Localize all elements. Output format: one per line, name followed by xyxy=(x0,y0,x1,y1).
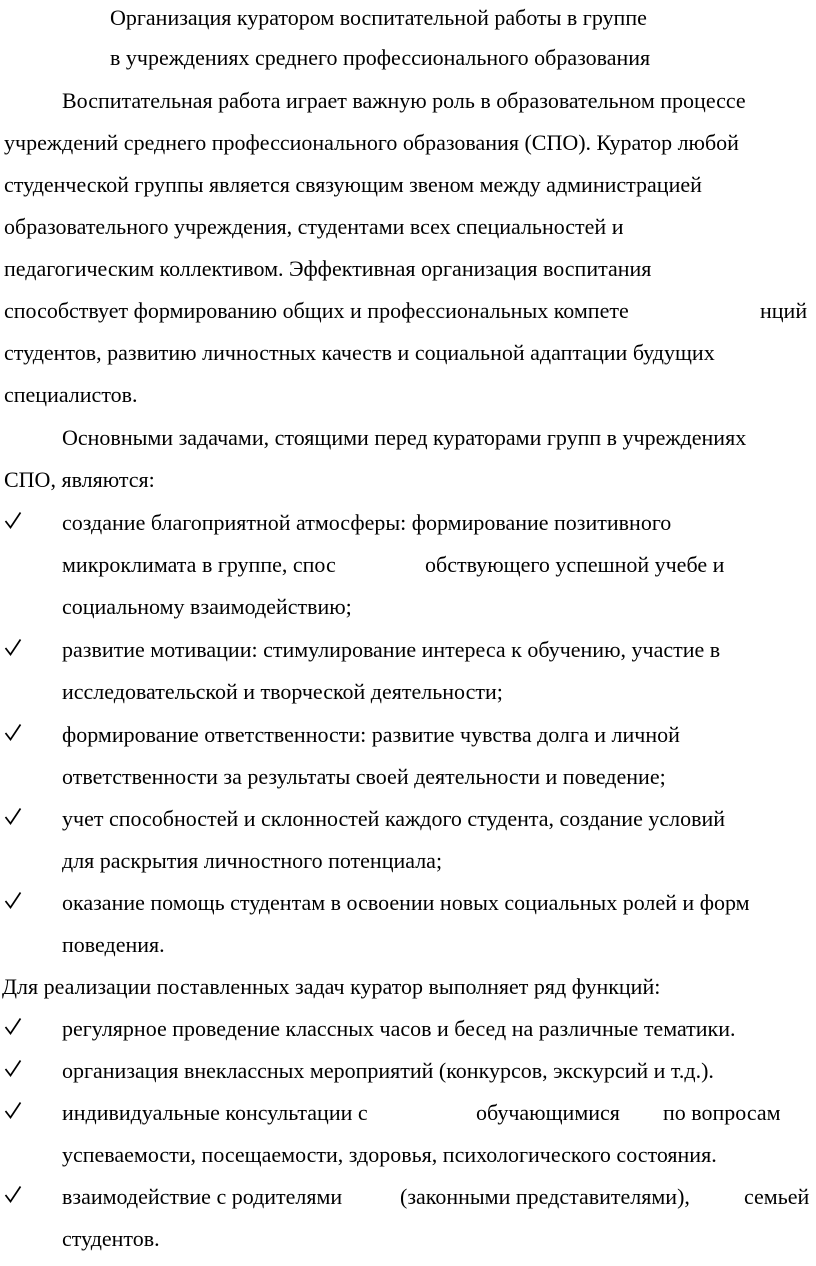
intro-line-fragment: нций xyxy=(760,298,808,323)
task-item-line: оказание помощь студентам в освоении новых социальных ролей и форм xyxy=(62,890,750,915)
task-item-line: для раскрытия личностного потенциала; xyxy=(62,848,443,873)
checkmark-icon xyxy=(4,722,22,742)
tasks-intro-line: СПО, являются: xyxy=(4,467,155,492)
checkmark-icon xyxy=(4,1100,22,1120)
function-item-line-fragment: обучающимися xyxy=(476,1100,620,1125)
page-title-line-2: в учреждениях среднего профессионального образования xyxy=(110,45,651,70)
intro-line: специалистов. xyxy=(4,382,138,407)
checkmark-icon xyxy=(4,1184,22,1204)
task-item-line: формирование ответственности: развитие чувства долга и личной xyxy=(62,722,680,747)
task-item-line: исследовательской и творческой деятельности; xyxy=(62,679,503,704)
tasks-intro-line: Основными задачами, стоящими перед кураторами групп в учреждениях xyxy=(62,425,747,450)
function-item-line: взаимодействие с родителями xyxy=(62,1184,343,1209)
task-item-line: создание благоприятной атмосферы: формирование позитивного xyxy=(62,510,672,535)
functions-intro: Для реализации поставленных задач куратор выполняет ряд функций: xyxy=(2,974,661,999)
function-item-line-fragment: (законными представителями), xyxy=(400,1184,690,1209)
checkmark-icon xyxy=(4,806,22,826)
checkmark-icon xyxy=(4,890,22,910)
function-item-line-fragment: семьей xyxy=(744,1184,810,1209)
function-item-line: регулярное проведение классных часов и бесед на различные тематики. xyxy=(62,1016,736,1041)
intro-line: учреждений среднего профессионального образования (СПО). Куратор любой xyxy=(4,130,739,155)
task-item-line: ответственности за результаты своей деятельности и поведение; xyxy=(62,764,666,789)
task-item-line: социальному взаимодействию; xyxy=(62,594,352,619)
intro-line: студенческой группы является связующим звеном между администрацией xyxy=(4,172,702,197)
function-item-line-fragment: по вопросам xyxy=(663,1100,781,1125)
task-item-line-fragment: обствующего успешной учебе и xyxy=(425,552,725,577)
checkmark-icon xyxy=(4,637,22,657)
task-item-line: учет способностей и склонностей каждого студента, создание условий xyxy=(62,806,726,831)
page-title-line-1: Организация куратором воспитательной работы в группе xyxy=(110,5,647,30)
checkmark-icon xyxy=(4,1016,22,1036)
function-item-line: студентов. xyxy=(62,1226,160,1251)
checkmark-icon xyxy=(4,1058,22,1078)
intro-line: студентов, развитию личностных качеств и социальной адаптации будущих xyxy=(4,340,715,365)
intro-line: образовательного учреждения, студентами всех специальностей и xyxy=(4,214,624,239)
function-item-line: успеваемости, посещаемости, здоровья, психологического состояния. xyxy=(62,1142,717,1167)
intro-line: педагогическим коллективом. Эффективная организация воспитания xyxy=(4,256,652,281)
intro-line: Воспитательная работа играет важную роль в образовательном процессе xyxy=(62,88,746,113)
function-item-line: организация внеклассных мероприятий (конкурсов, экскурсий и т.д.). xyxy=(62,1058,714,1083)
task-item-line: поведения. xyxy=(62,932,165,957)
function-item-line: индивидуальные консультации с xyxy=(62,1100,368,1125)
intro-line: способствует формированию общих и профессиональных компете xyxy=(4,298,629,323)
task-item-line: микроклимата в группе, спос xyxy=(62,552,336,577)
checkmark-icon xyxy=(4,510,22,530)
task-item-line: развитие мотивации: стимулирование интереса к обучению, участие в xyxy=(62,637,721,662)
